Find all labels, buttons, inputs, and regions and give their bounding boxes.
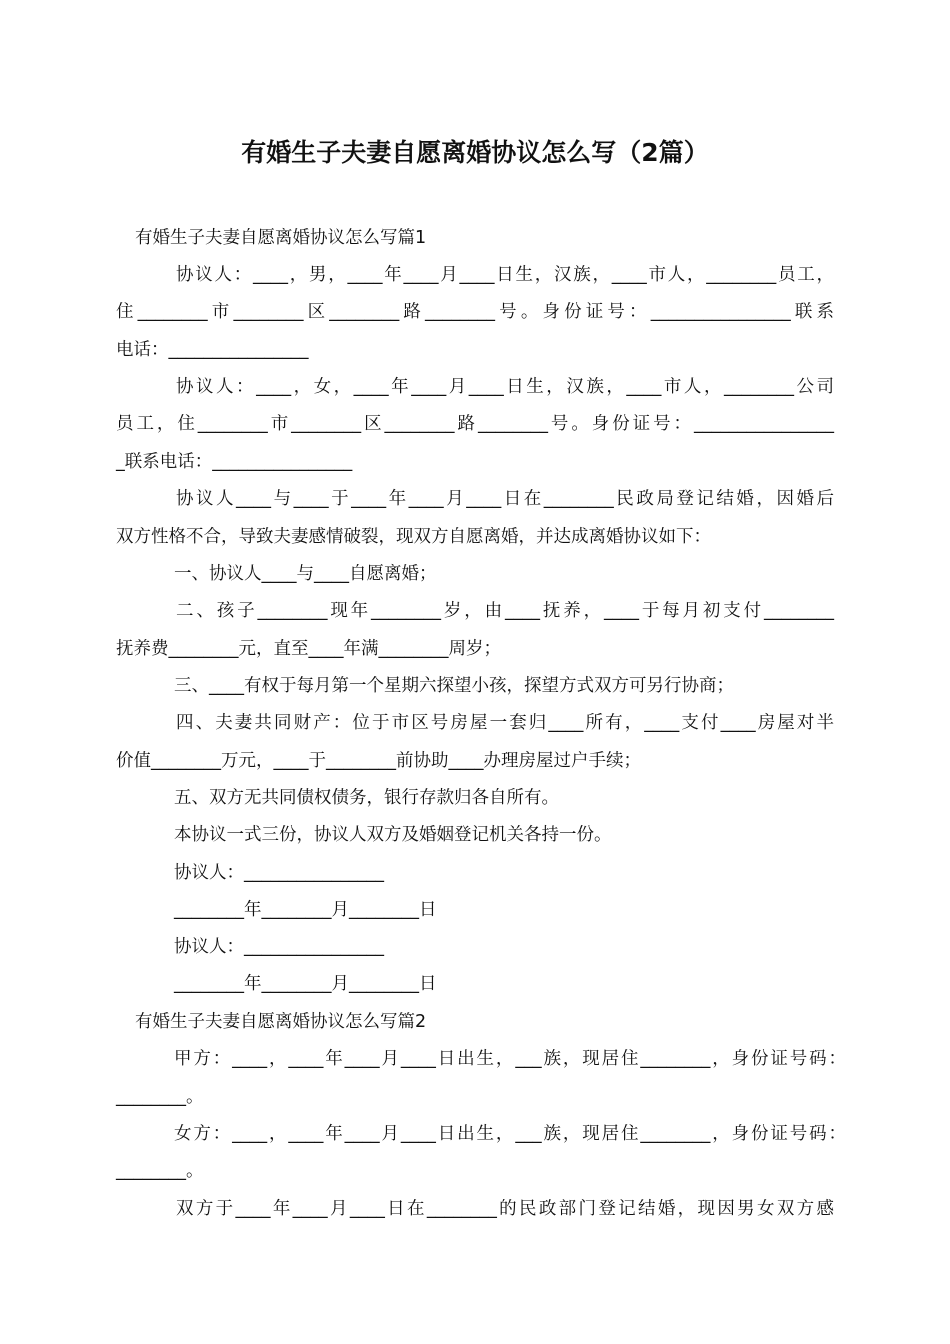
- signature-line: 协议人：________________: [174, 863, 384, 883]
- paragraph-line: 住________市________区________路________号。身份证号：________________联系: [116, 302, 834, 322]
- paragraph-line: 协议人____与____于____年____月____日在________民政局登记结婚，因婚后: [176, 489, 834, 509]
- paragraph-line: ________。: [116, 1087, 204, 1107]
- clause-line: 一、协议人____与____自愿离婚；: [174, 564, 437, 584]
- paragraph-line: 员工，住________市________区________路________号。身份证号：________________: [116, 414, 834, 434]
- clause-line: 二、孩子________现年________岁，由____抚养，____于每月初支付________: [176, 601, 834, 621]
- clause-line: 三、____有权于每月第一个星期六探望小孩，探望方式双方可另行协商；: [174, 676, 734, 696]
- date-line: ________年________月________日: [174, 900, 437, 920]
- document-title: 有婚生子夫妻自愿离婚协议怎么写（2篇）: [241, 138, 709, 167]
- clause-line: 五、双方无共同债权债务，银行存款归各自所有。: [174, 788, 559, 808]
- paragraph-line: _联系电话：________________: [116, 452, 353, 472]
- clause-line: 价值________万元，____于________前协助____办理房屋过户手续；: [116, 751, 641, 771]
- paragraph-line: ________。: [116, 1161, 204, 1181]
- signature-line: 协议人：________________: [174, 937, 384, 957]
- paragraph-line: 双方性格不合，导致夫妻感情破裂，现双方自愿离婚，并达成离婚协议如下：: [116, 527, 711, 547]
- section-heading-2: 有婚生子夫妻自愿离婚协议怎么写篇2: [135, 1012, 427, 1032]
- paragraph-line: 双方于____年____月____日在________的民政部门登记结婚，现因男女双方感: [176, 1199, 834, 1219]
- paragraph-line: 女方：____，____年____月____日出生，___族，现居住________，身份证号码：: [174, 1124, 846, 1144]
- section-heading-1: 有婚生子夫妻自愿离婚协议怎么写篇1: [135, 228, 427, 248]
- paragraph-line: 本协议一式三份，协议人双方及婚姻登记机关各持一份。: [174, 825, 612, 845]
- clause-line: 抚养费________元，直至____年满________周岁；: [116, 639, 501, 659]
- paragraph-line: 电话：________________: [116, 340, 309, 360]
- paragraph-line: 协议人：____，女，____年____月____日生，汉族，____市人，________公司: [176, 377, 834, 397]
- date-line: ________年________月________日: [174, 974, 437, 994]
- paragraph-line: 协议人：____，男，____年____月____日生，汉族，____市人，________员工，: [176, 265, 834, 285]
- clause-line: 四、夫妻共同财产：位于市区号房屋一套归____所有，____支付____房屋对半: [176, 713, 834, 733]
- paragraph-line: 甲方：____，____年____月____日出生，___族，现居住________，身份证号码：: [174, 1049, 846, 1069]
